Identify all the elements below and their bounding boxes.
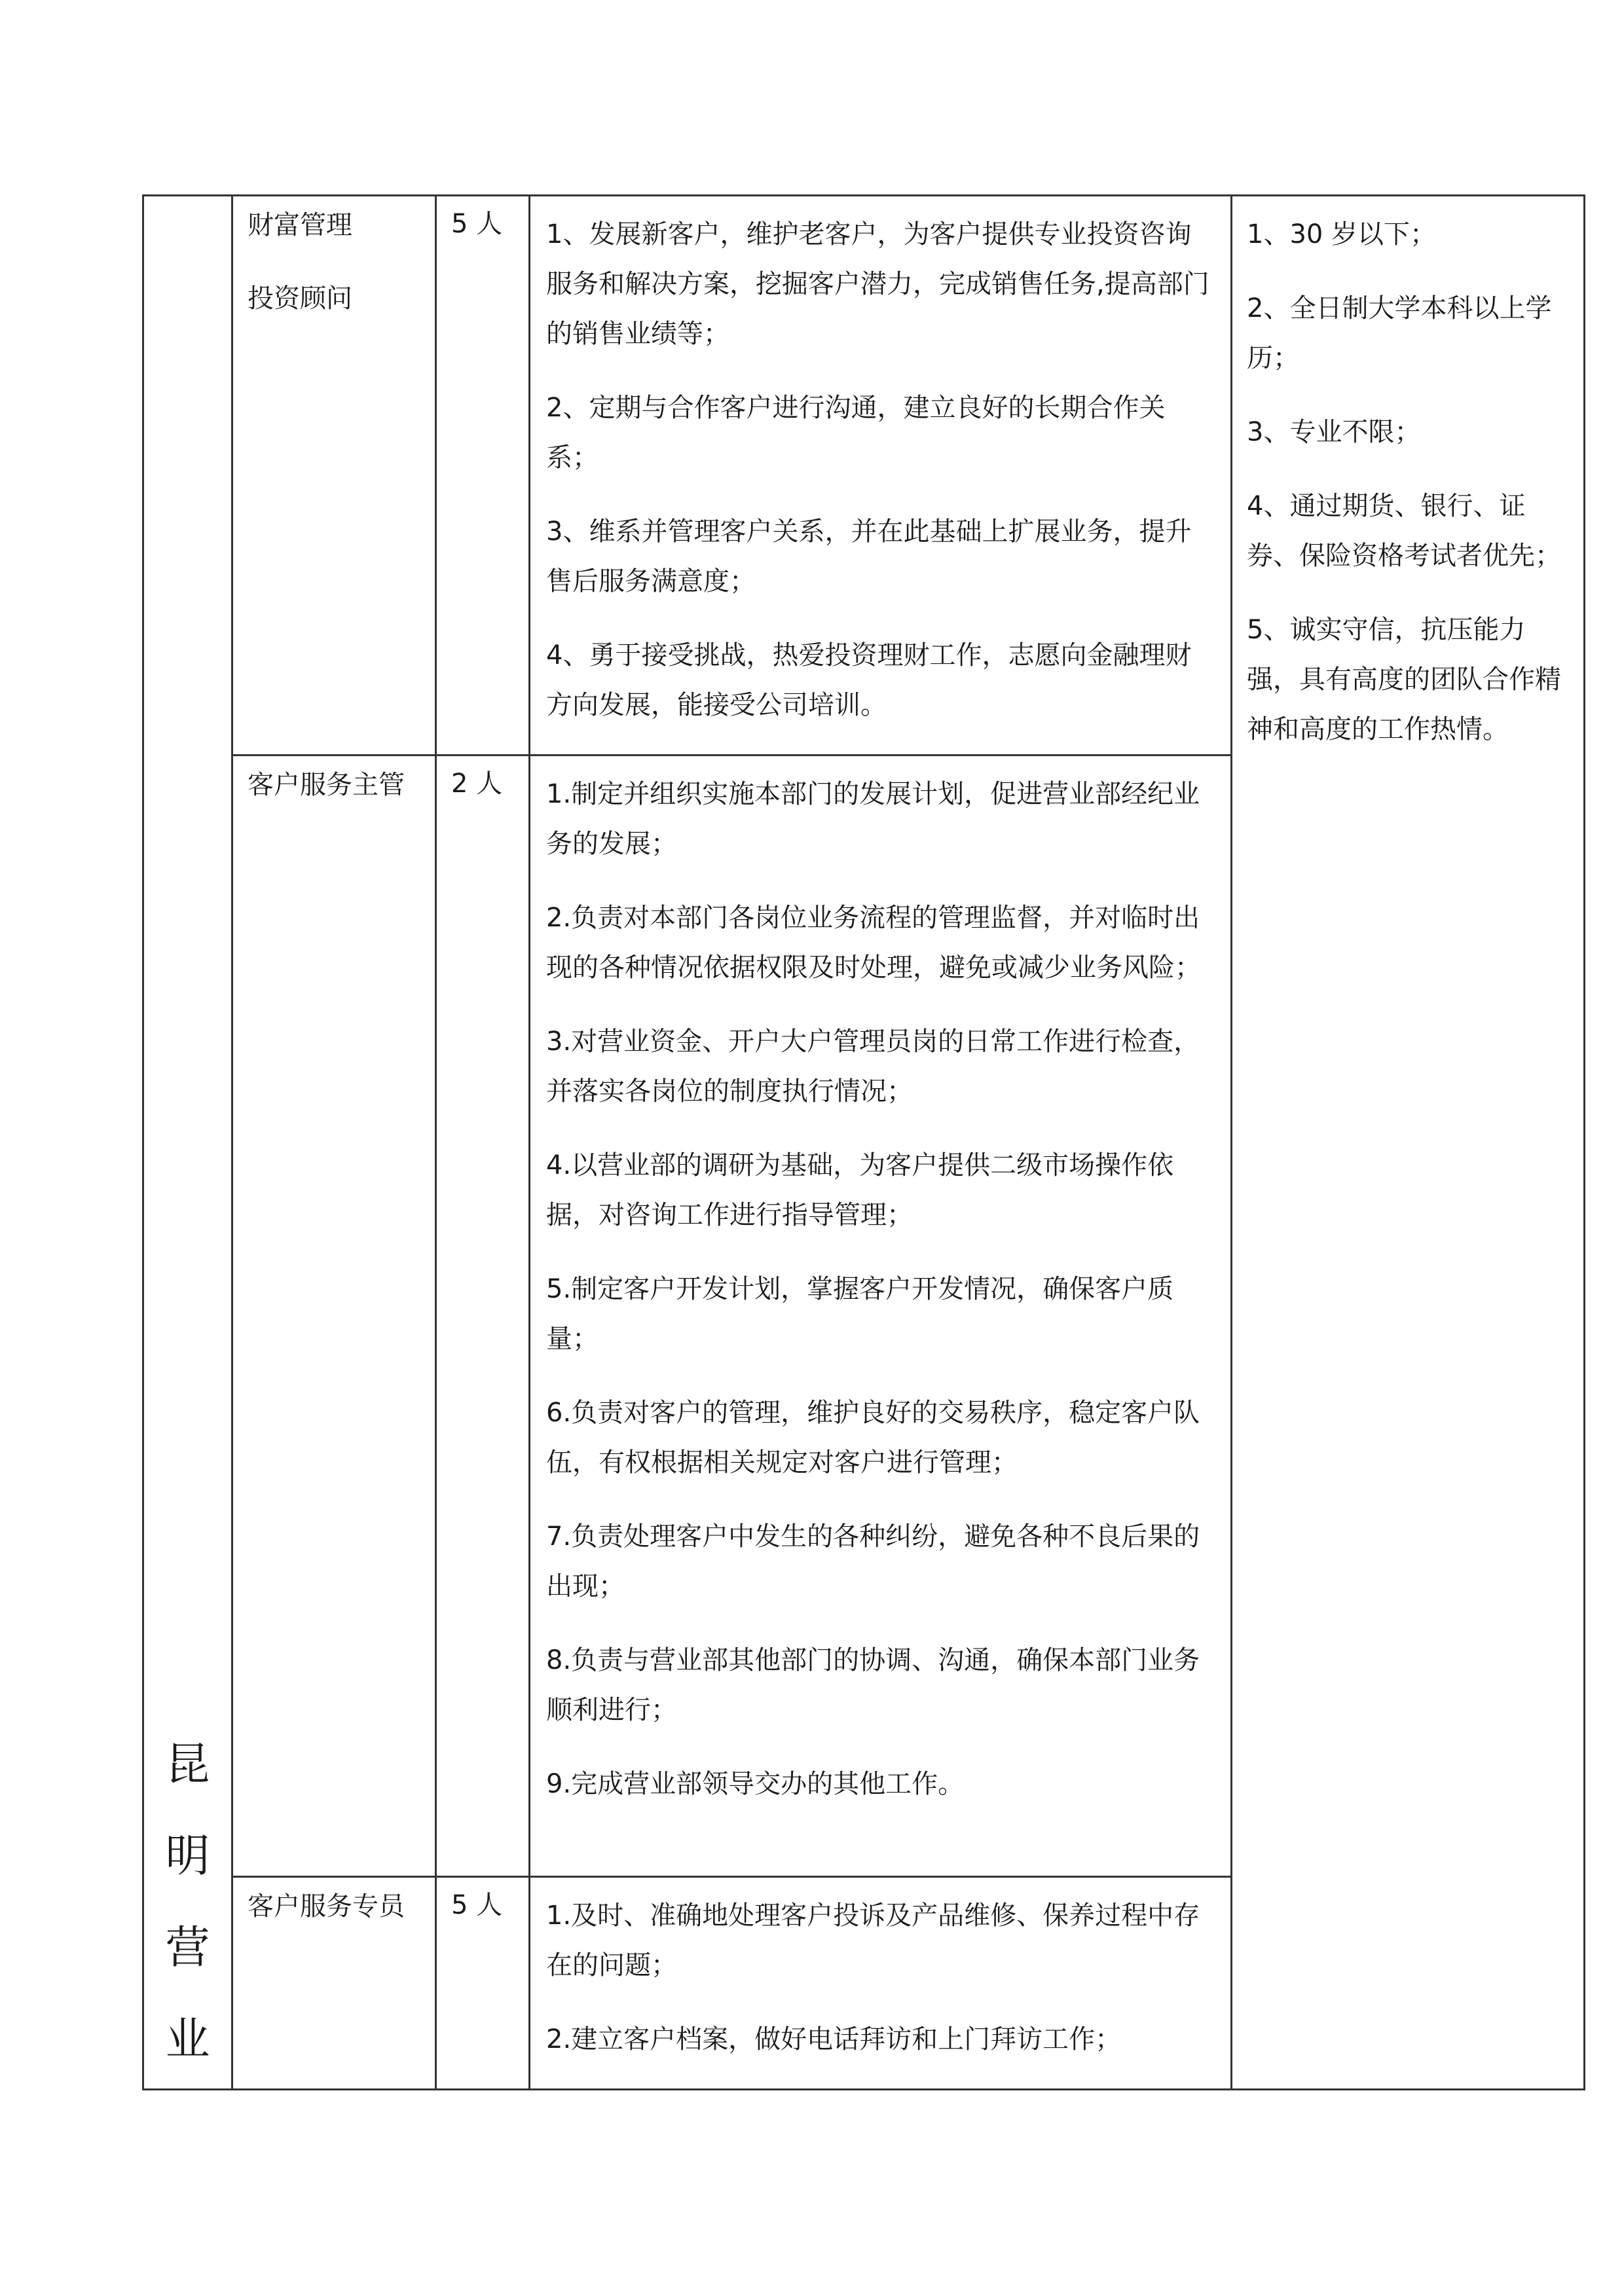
duty-item: 6.负责对客户的管理，维护良好的交易秩序，稳定客户队伍，有权根据相关规定对客户进行管理； (546, 1398, 1200, 1478)
requirement-item: 3、专业不限； (1247, 417, 1421, 447)
position-title-cell (232, 196, 436, 756)
duties-cell (530, 196, 1232, 756)
position-title-cell (232, 756, 436, 1877)
position-title-cell (232, 1877, 436, 2090)
duty-item: 7.负责处理客户中发生的各种纠纷，避免各种不良后果的出现； (546, 1522, 1200, 1601)
requirement-item: 5、诚实守信，抗压能力强，具有高度的团队合作精神和高度的工作热情。 (1247, 615, 1561, 744)
headcount-cell: 5 人 (436, 196, 530, 756)
department-char: 明 (165, 1831, 210, 1882)
position-title: 财富管理 (248, 210, 352, 240)
duty-item: 1.及时、准确地处理客户投诉及产品维修、保养过程中存在的问题； (546, 1901, 1200, 1980)
department-char: 营 (165, 1922, 210, 1974)
headcount-cell: 5 人 (436, 1877, 530, 2090)
department-char: 昆 (165, 1739, 210, 1791)
department-cell (143, 196, 232, 2090)
duties-cell (530, 1877, 1232, 2090)
department-char: 业 (165, 2014, 210, 2066)
duty-item: 1.制定并组织实施本部门的发展计划，促进营业部经纪业务的发展； (546, 779, 1200, 859)
duty-item: 9.完成营业部领导交办的其他工作。 (546, 1769, 965, 1799)
position-title: 客户服务主管 (248, 770, 405, 800)
position-title: 投资顾问 (248, 283, 352, 314)
duty-item: 3.对营业资金、开户大户管理员岗的日常工作进行检查，并落实各岗位的制度执行情况； (546, 1027, 1200, 1106)
duties-cell (530, 756, 1232, 1877)
duty-item: 4、勇于接受挑战，热爱投资理财工作，志愿向金融理财方向发展，能接受公司培训。 (546, 640, 1192, 720)
duty-item: 2.负责对本部门各岗位业务流程的管理监督，并对临时出现的各种情况依据权限及时处理，避免或减少业务风险； (546, 903, 1201, 983)
job-table (142, 194, 1585, 2090)
duty-item: 2.建立客户档案，做好电话拜访和上门拜访工作； (546, 2024, 1122, 2054)
duty-item: 5.制定客户开发计划，掌握客户开发情况，确保客户质量； (546, 1274, 1174, 1354)
duty-item: 8.负责与营业部其他部门的协调、沟通，确保本部门业务顺利进行； (546, 1645, 1200, 1725)
table-row (143, 196, 1585, 756)
duty-item: 4.以营业部的调研为基础，为客户提供二级市场操作依据，对咨询工作进行指导管理； (546, 1150, 1174, 1230)
requirement-item: 2、全日制大学本科以上学历； (1247, 293, 1552, 373)
duty-item: 1、发展新客户，维护老客户，为客户提供专业投资咨询服务和解决方案，挖掘客户潜力，完成销售任务,提高部门的销售业绩等； (546, 219, 1209, 349)
requirement-item: 4、通过期货、银行、证券、保险资格考试者优先； (1247, 491, 1561, 571)
headcount-cell: 2 人 (436, 756, 530, 1877)
requirements-cell (1232, 196, 1585, 2090)
position-title: 客户服务专员 (248, 1891, 405, 1922)
department-name (144, 1739, 231, 2066)
duty-item: 3、维系并管理客户关系，并在此基础上扩展业务，提升售后服务满意度； (546, 517, 1192, 596)
requirement-item: 1、30 岁以下； (1247, 219, 1437, 249)
duty-item: 2、定期与合作客户进行沟通，建立良好的长期合作关系； (546, 393, 1166, 473)
